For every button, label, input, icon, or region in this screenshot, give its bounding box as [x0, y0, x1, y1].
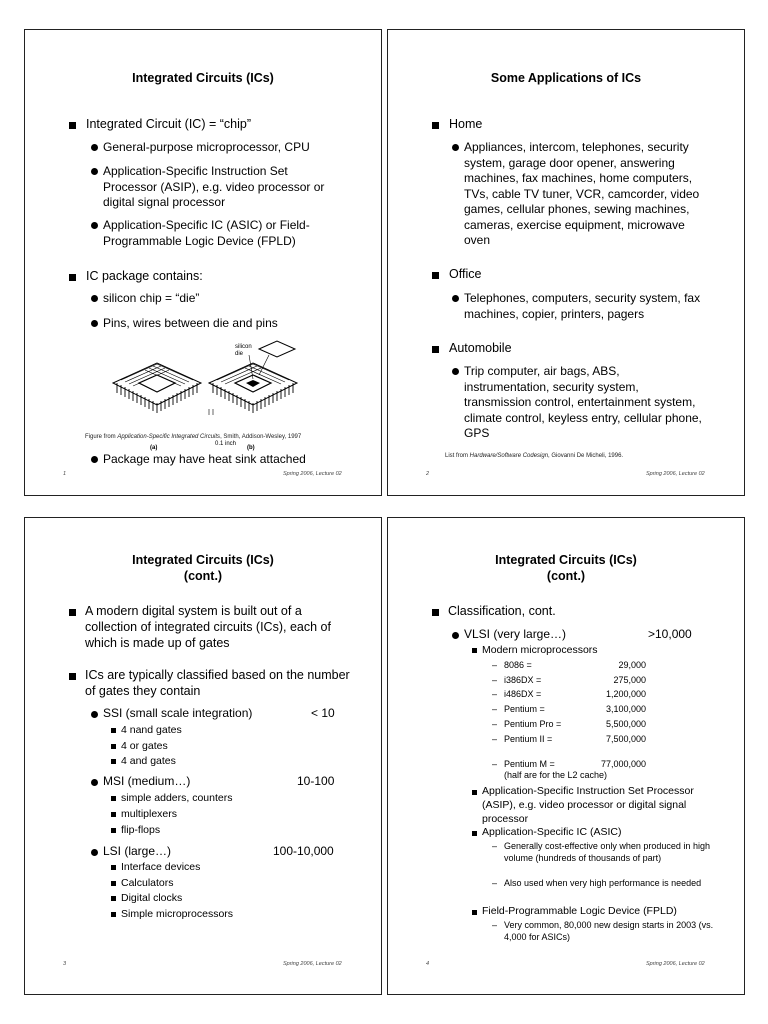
cpu-name: Pentium II = — [504, 733, 553, 744]
bullet-square — [69, 274, 76, 281]
package-b — [209, 341, 297, 413]
bullet-dot — [91, 456, 98, 463]
bullet-dot — [91, 779, 98, 786]
ic-package-figure — [109, 335, 299, 430]
bullet-square — [432, 272, 439, 279]
list-item: 4 or gates — [121, 740, 168, 752]
bullet-dot — [91, 320, 98, 327]
bullet-square — [111, 881, 116, 886]
bullet-dot — [91, 168, 98, 175]
sub-bullet-text: General-purpose microprocessor, CPU — [103, 140, 310, 154]
bullet-text: Classification, cont. — [448, 604, 556, 618]
slide-title-line-1: Integrated Circuits (ICs) — [132, 553, 274, 567]
list-item: Field-Programmable Logic Device (FPLD) — [482, 905, 677, 917]
cpu-transistor-count: 275,000 — [613, 674, 646, 685]
bullet-square — [472, 790, 477, 795]
bullet-text: A modern digital system is built out of a collection of integrated circuits (ICs), each of which is made up of gates — [85, 604, 331, 650]
bullet-square — [111, 912, 116, 917]
vlsi-label: VLSI (very large…) — [464, 627, 567, 641]
bullet-square — [472, 648, 477, 653]
dash-bullet: – — [492, 689, 498, 700]
sub-bullet-text: Application-Specific IC (ASIC) or Field-Programmable Logic Device (FPLD) — [103, 218, 310, 248]
sub-bullet-text: Package may have heat sink attached — [103, 452, 306, 466]
ssi-label: SSI (small scale integration) — [103, 706, 253, 720]
slide-title — [25, 552, 381, 584]
figure-label-a: (a) — [150, 445, 158, 451]
list-item: Interface devices — [121, 861, 201, 873]
lsi-value: 100-10,000 — [273, 844, 334, 858]
figure-label-b: (b) — [247, 445, 255, 451]
bullet-dot — [452, 295, 459, 302]
figure-label-scale: 0.1 inch — [215, 441, 237, 447]
cpu-name: i386DX = — [504, 674, 542, 685]
sub-bullet-text: Telephones, computers, security system, fax machines, copier, printers, pagers — [464, 291, 701, 321]
bullet-text: Office — [449, 267, 482, 281]
vlsi-value: >10,000 — [648, 627, 692, 641]
dash-bullet: – — [492, 920, 498, 930]
bullet-square — [69, 122, 76, 129]
slide-footer: Spring 2006, Lecture 02 — [283, 471, 342, 477]
list-item: 4 nand gates — [121, 724, 182, 736]
slide-title-text: Some Applications of ICs — [490, 71, 642, 85]
list-item: Also used when very high performance is needed — [504, 878, 702, 888]
list-item: Simple microprocessors — [121, 908, 234, 920]
figure-label-silicon: silicon die — [235, 344, 252, 357]
figure-caption: Figure from Application-Specific Integrated Circuits, Smith, Addison-Wesley, 1997 — [85, 434, 302, 440]
bullet-text: Automobile — [449, 341, 512, 355]
slide-title — [388, 70, 744, 86]
list-item: simple adders, counters — [121, 792, 233, 804]
slide-title-text: Integrated Circuits (ICs) — [132, 71, 274, 85]
slide-2 — [387, 29, 745, 496]
package-a — [113, 363, 201, 413]
slide-footer: Spring 2006, Lecture 02 — [283, 961, 342, 967]
bullet-text: Integrated Circuit (IC) = “chip” — [86, 117, 251, 131]
msi-value: 10-100 — [297, 774, 335, 788]
list-item: Generally cost-effective only when produced in high volume (hundreds of thousands of part) — [504, 841, 710, 863]
dash-bullet: – — [492, 704, 498, 715]
list-item: flip-flops — [121, 824, 161, 836]
bullet-dot — [452, 144, 459, 151]
bullet-text: Home — [449, 117, 483, 131]
bullet-square — [111, 759, 116, 764]
list-item: Application-Specific Instruction Set Processor (ASIP), e.g. video processor or digital signal processor — [482, 785, 694, 825]
bullet-dot — [91, 295, 98, 302]
slide-footer: Spring 2006, Lecture 02 — [646, 471, 705, 477]
cpu-name: Pentium M = — [504, 759, 555, 769]
sub-bullet-text: Trip computer, air bags, ABS, instrumentation, security system, transmission control, entertainment system, climate control, keyless entry, cellular phone, GPS — [464, 364, 702, 440]
bullet-square — [111, 865, 116, 870]
slide-1 — [24, 29, 382, 496]
bullet-dot — [91, 222, 98, 229]
bullet-dot — [91, 144, 98, 151]
bullet-square — [111, 896, 116, 901]
slide-title-line-1: Integrated Circuits (ICs) — [495, 553, 637, 567]
list-item: 4 and gates — [121, 755, 176, 767]
slide-4 — [387, 517, 745, 995]
bullet-square — [472, 910, 477, 915]
list-item: Digital clocks — [121, 892, 183, 904]
bullet-dot — [91, 849, 98, 856]
list-item: Application-Specific IC (ASIC) — [482, 826, 622, 838]
bullet-text: IC package contains: — [86, 269, 203, 283]
bullet-dot — [452, 632, 459, 639]
dash-bullet: – — [492, 841, 498, 851]
page-number: 4 — [426, 961, 430, 967]
cpu-note: (half are for the L2 cache) — [504, 770, 608, 780]
slide-title-line-2: (cont.) — [546, 569, 586, 583]
bullet-text: ICs are typically classified based on the number of gates they contain — [85, 668, 350, 698]
list-item: Calculators — [121, 877, 174, 889]
sub-bullet-text: Application-Specific Instruction Set Processor (ASIP), e.g. video processor or digital signal processor — [103, 164, 325, 209]
sub-bullet-text: silicon chip = “die” — [103, 291, 200, 305]
cpu-transistor-count: 29,000 — [618, 660, 646, 670]
slide-footer: Spring 2006, Lecture 02 — [646, 961, 705, 967]
cpu-name: i486DX = — [504, 689, 542, 700]
bullet-square — [111, 744, 116, 749]
page-number: 1 — [63, 471, 67, 477]
bullet-square — [111, 728, 116, 733]
bullet-square — [111, 796, 116, 801]
cpu-transistor-count: 3,100,000 — [605, 704, 646, 715]
lsi-label: LSI (large…) — [103, 844, 172, 858]
cpu-name: Pentium Pro = — [504, 718, 562, 729]
cpu-transistor-count: 77,000,000 — [600, 759, 646, 769]
dash-bullet: – — [492, 878, 498, 888]
list-item: multiplexers — [121, 808, 178, 820]
bullet-dot — [452, 368, 459, 375]
bullet-dot — [91, 711, 98, 718]
cpu-name: 8086 = — [504, 660, 532, 670]
bullet-square — [111, 828, 116, 833]
bullet-square — [69, 673, 76, 680]
bullet-square — [69, 609, 76, 616]
slide-title-line-2: (cont.) — [183, 569, 223, 583]
cpu-transistor-count: 7,500,000 — [605, 733, 646, 744]
msi-label: MSI (medium…) — [103, 774, 191, 788]
slide-3 — [24, 517, 382, 995]
bullet-square — [432, 122, 439, 129]
bullet-square — [111, 812, 116, 817]
page-number: 3 — [63, 961, 67, 967]
cpu-transistor-count: 1,200,000 — [605, 689, 646, 700]
dash-bullet: – — [492, 759, 498, 769]
sub-bullet-text: Appliances, intercom, telephones, security system, garage door opener, answering machines, fax machines, home computers, TVs, cable TV tuner, VCR, camcorder, video games, cellular phones, sewing machines, cameras, exercise equipment, microwave oven — [464, 140, 700, 247]
slide-title — [388, 552, 744, 584]
slide-title — [25, 70, 381, 86]
list-item: Modern microprocessors — [482, 644, 598, 656]
dash-bullet: – — [492, 718, 498, 729]
dash-bullet: – — [492, 660, 498, 670]
list-caption: List from Hardware/Software Codesign, Giovanni De Micheli, 1996. — [445, 453, 624, 459]
dash-bullet: – — [492, 733, 498, 744]
cpu-transistor-count: 5,500,000 — [605, 718, 646, 729]
bullet-square — [432, 609, 439, 616]
bullet-square — [472, 831, 477, 836]
list-item: Very common, 80,000 new design starts in 2003 (vs. 4,000 for ASICs) — [504, 920, 714, 942]
ssi-value: < 10 — [311, 706, 335, 720]
cpu-name: Pentium = — [504, 704, 545, 715]
bullet-square — [432, 346, 439, 353]
sub-bullet-text: Pins, wires between die and pins — [103, 316, 278, 330]
page-number: 2 — [426, 471, 430, 477]
dash-bullet: – — [492, 674, 498, 685]
